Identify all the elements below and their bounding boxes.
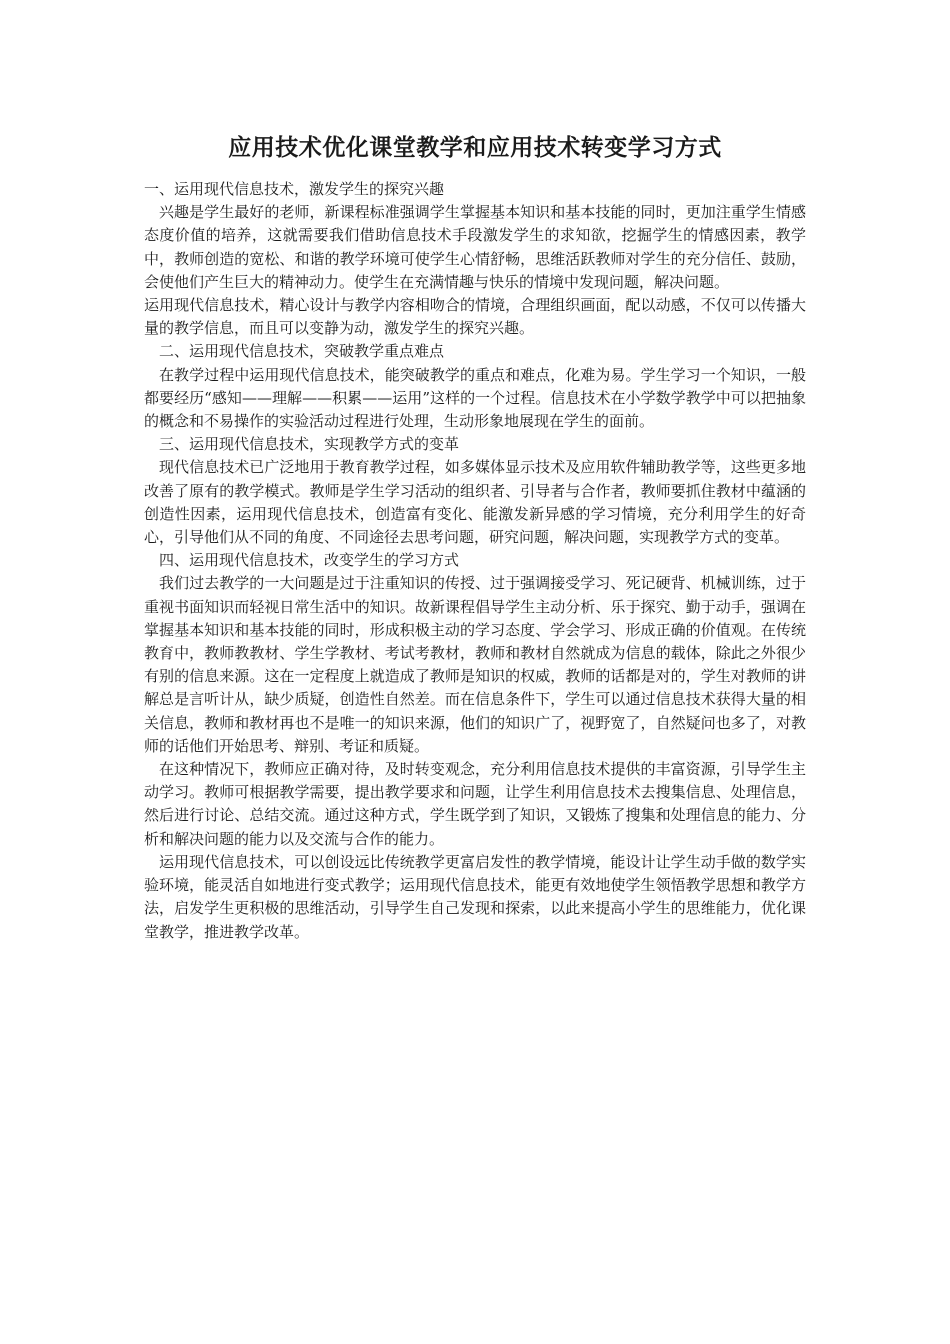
section-1-paragraph-2: 运用现代信息技术，精心设计与教学内容相吻合的情境，合理组织画面，配以动感，不仅可以传播大量的教学信息，而且可以变静为动，激发学生的探究兴趣。 (144, 296, 806, 338)
section-1-heading: 一、运用现代信息技术，激发学生的探究兴趣 (144, 180, 445, 198)
section-4-paragraph-2: 在这种情况下，教师应正确对待，及时转变观念，充分利用信息技术提供的丰富资源，引导学生主动学习。教师可根据教学需要，提出教学要求和问题，让学生利用信息技术去搜集信息、处理信息，然后进行讨论、总结交流。通过这种方式，学生既学到了知识，又锻炼了搜集和处理信息的能力、分析和解决问题的能力以及交流与合作的能力。 (144, 760, 806, 848)
section-1 (144, 178, 806, 340)
section-4-heading: 四、运用现代信息技术，改变学生的学习方式 (159, 551, 460, 570)
document-title: 应用技术优化课堂教学和应用技术转变学习方式 (228, 135, 722, 161)
section-3-heading: 三、运用现代信息技术，实现教学方式的变革 (159, 435, 460, 454)
section-3-paragraph-1: 现代信息技术已广泛地用于教育教学过程，如多媒体显示技术及应用软件辅助教学等，这些更多地改善了原有的教学模式。教师是学生学习活动的组织者、引导者与合作者，教师要抓住教材中蕴涵的创造性因素，运用现代信息技术，创造富有变化、能激发新异感的学习情境，充分利用学生的好奇心，引导他们从不同的角度、不同途径去思考问题，研究问题，解决问题，实现教学方式的变革。 (144, 458, 806, 547)
section-2-paragraph-1: 在教学过程中运用现代信息技术，能突破教学的重点和难点，化难为易。学生学习一个知识，一般都要经历“感知——理解——积累——运用”这样的一个过程。信息技术在小学数学教学中可以把抽象的概念和不易操作的实验活动过程进行处理，生动形象地展现在学生的面前。 (144, 365, 806, 431)
section-4-paragraph-1: 我们过去教学的一大问题是过于注重知识的传授、过于强调接受学习、死记硬背、机械训练，过于重视书面知识而轻视日常生活中的知识。故新课程倡导学生主动分析、乐于探究、勤于动手，强调在掌握基本知识和基本技能的同时，形成积极主动的学习态度、学会学习、形成正确的价值观。在传统教育中，教师教教材、学生学教材、考试考教材，教师和教材自然就成为信息的载体，除此之外很少有别的信息来源。这在一定程度上就造成了教师是知识的权威，教师的话都是对的，学生对教师的讲解总是言听计从，缺少质疑，创造性自然差。而在信息条件下，学生可以通过信息技术获得大量的相关信息，教师和教材再也不是唯一的知识来源，他们的知识广了，视野宽了，自然疑问也多了，对教师的话他们开始思考、辩别、考证和质疑。 (144, 574, 806, 755)
section-1-paragraph-1: 兴趣是学生最好的老师，新课程标准强调学生掌握基本知识和基本技能的同时，更加注重学生情感态度价值的培养，这就需要我们借助信息技术手段激发学生的求知欲，挖掘学生的情感因素，教学中，教师创造的宽松、和谐的教学环境可使学生心情舒畅，思维活跃教师对学生的充分信任、鼓励，会使他们产生巨大的精神动力。使学生在充满情趣与快乐的情境中发现问题，解决问题。 (144, 203, 806, 291)
section-3 (144, 433, 806, 549)
section-4 (144, 549, 806, 943)
document-page (144, 132, 806, 944)
section-2-heading: 二、运用现代信息技术，突破教学重点难点 (159, 342, 445, 361)
section-2 (144, 340, 806, 433)
section-4-paragraph-3: 运用现代信息技术，可以创设远比传统教学更富启发性的教学情境，能设计让学生动手做的数学实验环境，能灵活自如地进行变式教学；运用现代信息技术，能更有效地使学生领悟教学思想和教学方法，启发学生更积极的思维活动，引导学生自己发现和探索，以此来提高小学生的思维能力，优化课堂教学，推进教学改革。 (144, 852, 806, 941)
